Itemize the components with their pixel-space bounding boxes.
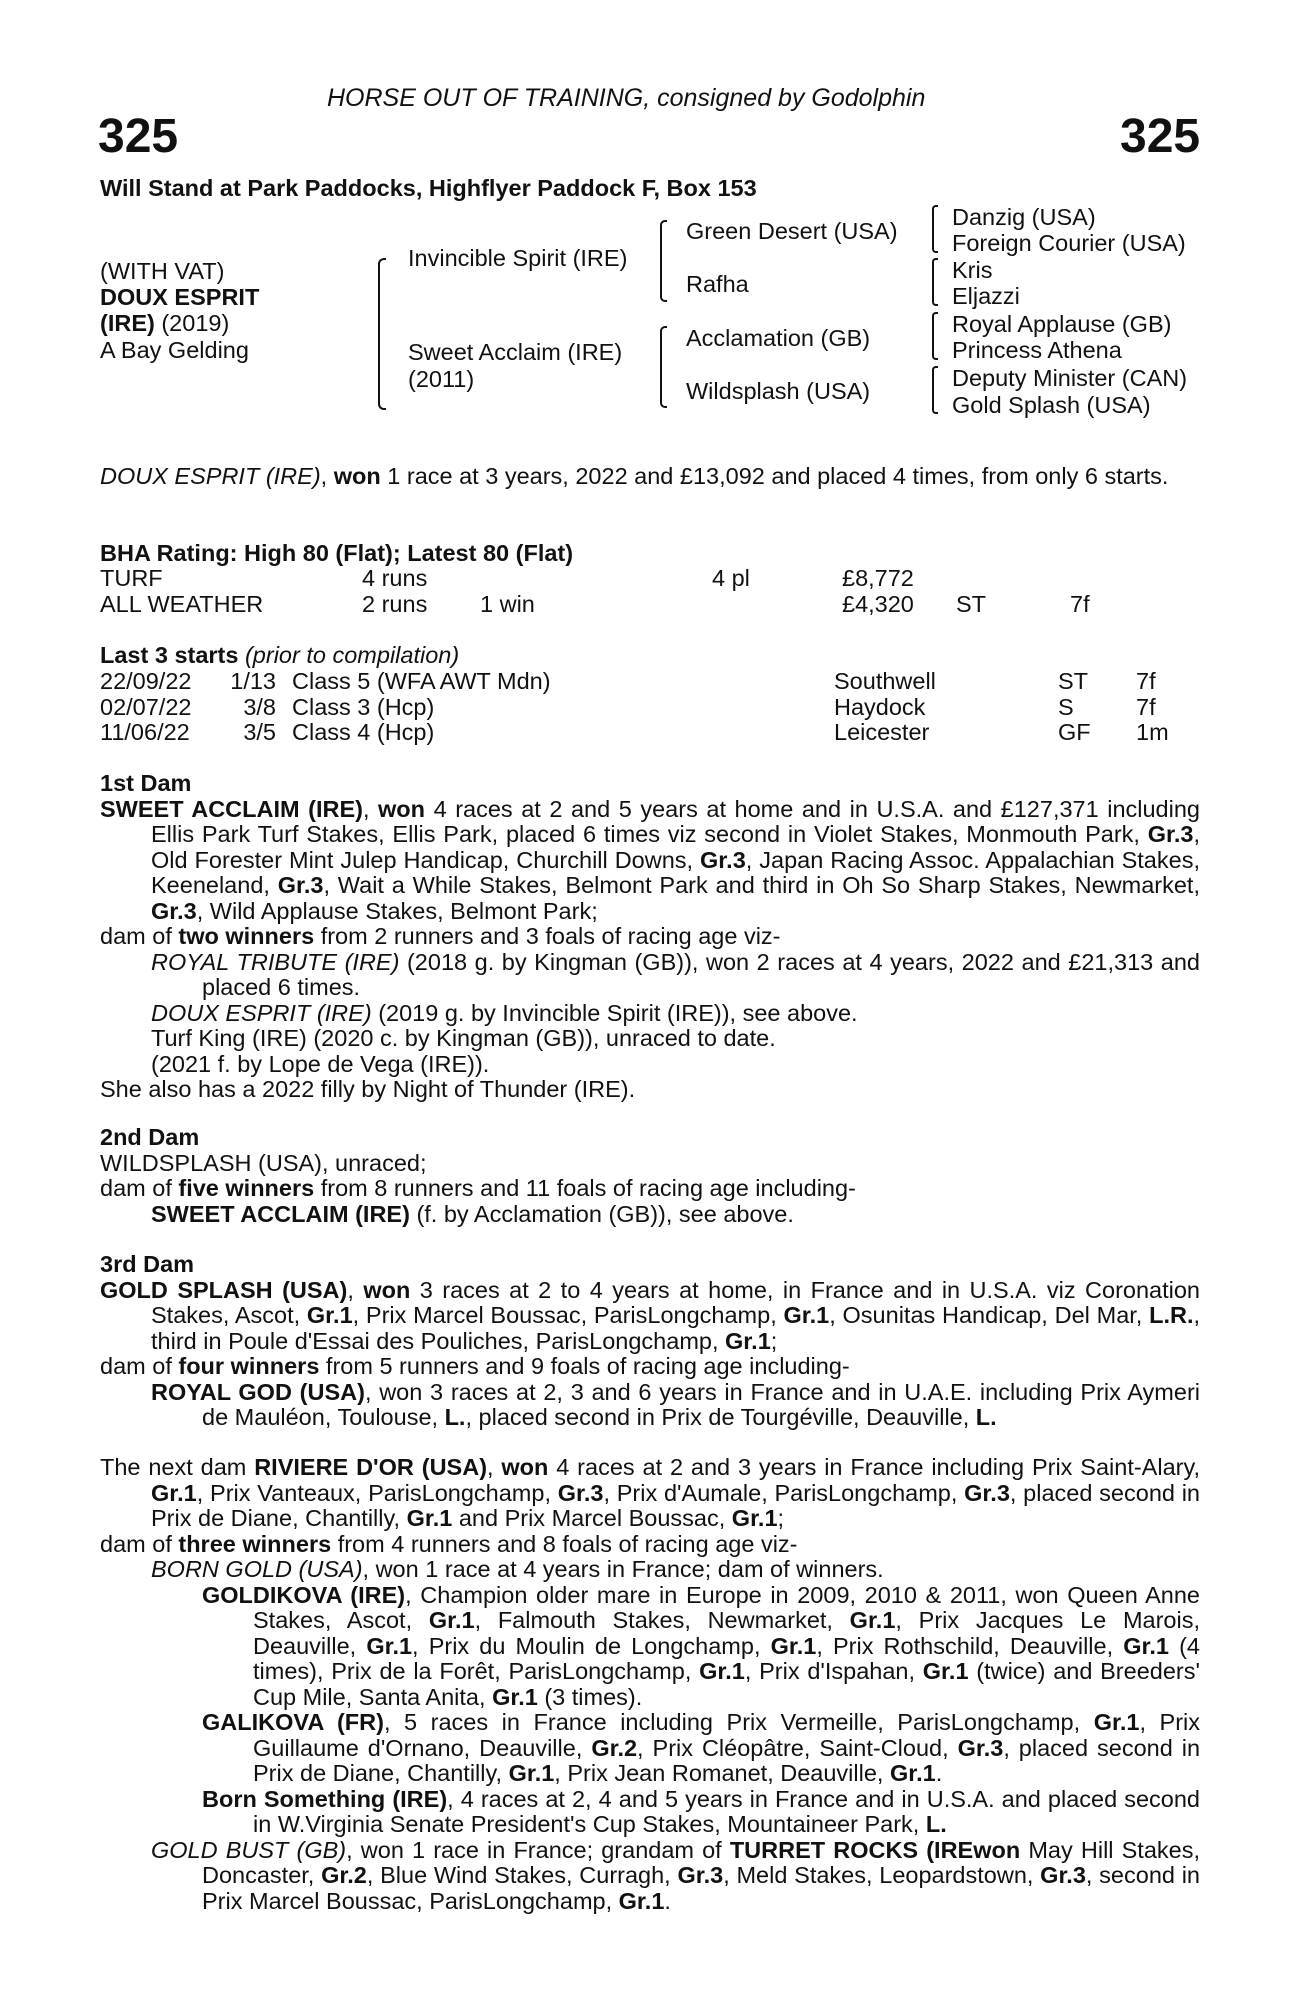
next-dam-record: The next dam RIVIERE D'OR (USA), won 4 races at 2 and 3 years in France including Prix Saint-Alary, Gr.1, Prix Vanteaux, ParisLongchamp, Gr.3, Prix d'Aumale, ParisLongchamp, Gr.3, placed second in Prix de Diane, Chantilly, Gr.1 and Prix Marcel Boussac, Gr.1;	[100, 1454, 1201, 1531]
also-note: She also has a 2022 filly by Night of Thunder (IRE).	[100, 1076, 636, 1102]
sd-sire: Kris	[952, 257, 993, 283]
first-dam-section	[100, 771, 1200, 1103]
dam: Sweet Acclaim (IRE)	[408, 339, 623, 365]
last-starts-heading: Last 3 starts (prior to compilation)	[100, 642, 460, 668]
start-row: 02/07/22 3/8 Class 3 (Hcp) Haydock S 7f	[100, 693, 1156, 720]
stand-location: Will Stand at Park Paddocks, Highflyer Paddock F, Box 153	[100, 175, 757, 201]
third-dam-record: GOLD SPLASH (USA), won 3 races at 2 to 4 years at home, in France and in U.S.A. viz Coronation Stakes, Ascot, Gr.1, Prix Marcel Boussac, ParisLongchamp, Gr.1, Osunitas Handicap, Del Mar, L.R., third in Poule d'Essai des Pouliches, ParisLongchamp, Gr.1;	[100, 1276, 1201, 1354]
produce-entry: GOLD BUST (GB), won 1 race in France; grandam of TURRET ROCKS (IREwon May Hill Stakes, Doncaster, Gr.2, Blue Wind Stakes, Curragh, Gr.3, Meld Stakes, Leopardstown, Gr.3, second in Prix Marcel Boussac, ParisLongchamp, Gr.1.	[151, 1836, 1200, 1914]
next-dam-section	[100, 1455, 1200, 1914]
section-heading: 2nd Dam	[100, 1124, 200, 1150]
section-heading: 3rd Dam	[100, 1251, 195, 1277]
dam-year: (2011)	[408, 366, 475, 392]
ss-sire: Danzig (USA)	[952, 204, 1096, 230]
rating-row: TURF 4 runs 4 pl £8,772	[100, 565, 914, 591]
sd-dam: Eljazzi	[952, 283, 1020, 309]
bha-rating: BHA Rating: High 80 (Flat); Latest 80 (Flat)	[100, 540, 574, 566]
race-summary: DOUX ESPRIT (IRE), won 1 race at 3 years, 2022 and £13,092 and placed 4 times, from only 6 starts.	[100, 463, 1169, 489]
produce-entry: SWEET ACCLAIM (IRE) (f. by Acclamation (GB)), see above.	[151, 1200, 794, 1227]
second-dam-section	[100, 1125, 1200, 1227]
horse-name-suffix: (IRE) (2019)	[100, 310, 230, 336]
pedigree-brace-dd	[932, 366, 938, 414]
ss-dam: Foreign Courier (USA)	[952, 230, 1186, 256]
dam-dam: Wildsplash (USA)	[686, 378, 871, 404]
start-row: 22/09/22 1/13 Class 5 (WFA AWT Mdn) Southwell ST 7f	[100, 668, 1156, 694]
produce-entry: ROYAL TRIBUTE (IRE) (2018 g. by Kingman (GB)), won 2 races at 4 years, 2022 and £21,313 and placed 6 times.	[151, 948, 1200, 1000]
produce-entry: (2021 f. by Lope de Vega (IRE)).	[151, 1050, 490, 1077]
produce-entry: GOLDIKOVA (IRE), Champion older mare in Europe in 2009, 2010 & 2011, won Queen Anne Stakes, Ascot, Gr.1, Falmouth Stakes, Newmarket, Gr.1, Prix Jacques Le Marois, Deauville, Gr.1, Prix du Moulin de Longchamp, Gr.1, Prix Rothschild, Deauville, Gr.1 (4 times), Prix de la Forêt, ParisLongchamp, Gr.1, Prix d'Ispahan, Gr.1 (twice) and Breeders' Cup Mile, Santa Anita, Gr.1 (3 times).	[202, 1581, 1200, 1710]
sire-sire: Green Desert (USA)	[686, 218, 898, 244]
rating-table	[100, 566, 1090, 617]
pedigree-brace-sire	[660, 220, 667, 302]
first-dam-record: SWEET ACCLAIM (IRE), won 4 races at 2 and 5 years at home and in U.S.A. and £127,371 including Ellis Park Turf Stakes, Ellis Park, placed 6 times viz second in Violet Stakes, Monmouth Park, Gr.3, Old Forester Mint Julep Handicap, Churchill Downs, Gr.3, Japan Racing Assoc. Appalachian Stakes, Keeneland, Gr.3, Wait a While Stakes, Belmont Park and third in Oh So Sharp Stakes, Newmarket, Gr.3, Wild Applause Stakes, Belmont Park;	[100, 795, 1200, 924]
dam-of-line: dam of five winners from 8 runners and 11 foals of racing age including-	[100, 1175, 856, 1201]
dd-dam: Gold Splash (USA)	[952, 392, 1151, 418]
last-starts-table	[100, 669, 1169, 746]
ds-sire: Royal Applause (GB)	[952, 311, 1172, 337]
sire-dam: Rafha	[686, 271, 749, 297]
dd-sire: Deputy Minister (CAN)	[952, 365, 1188, 391]
start-row: 11/06/22 3/5 Class 4 (Hcp) Leicester GF 1m	[100, 719, 1169, 745]
dam-of-line: dam of four winners from 5 runners and 9 foals of racing age including-	[100, 1353, 850, 1379]
dam-of-line: dam of two winners from 2 runners and 3 foals of racing age viz-	[100, 923, 781, 949]
lot-number-right: 325	[1120, 110, 1201, 163]
dam-of-line: dam of three winners from 4 runners and 8 foals of racing age viz-	[100, 1530, 798, 1557]
third-dam-section	[100, 1252, 1200, 1431]
pedigree-brace-ds	[932, 312, 938, 360]
produce-entry: BORN GOLD (USA), won 1 race at 4 years in France; dam of winners.	[151, 1556, 884, 1582]
rating-row: ALL WEATHER 2 runs 1 win £4,320 ST 7f	[100, 590, 1090, 617]
lot-number-left: 325	[98, 110, 179, 163]
produce-entry: DOUX ESPRIT (IRE) (2019 g. by Invincible Spirit (IRE)), see above.	[151, 999, 858, 1026]
consignment-line: HORSE OUT OF TRAINING, consigned by Godolphin	[327, 84, 926, 112]
dam-sire: Acclamation (GB)	[686, 325, 871, 351]
pedigree-brace-dam	[660, 326, 667, 408]
produce-entry: Born Something (IRE), 4 races at 2, 4 and 5 years in France and in U.S.A. and placed second in W.Virginia Senate President's Cup Stakes, Mountaineer Park, L.	[202, 1785, 1200, 1837]
section-heading: 1st Dam	[100, 770, 192, 796]
vat-note: (WITH VAT)	[100, 258, 225, 284]
horse-name: DOUX ESPRIT	[100, 284, 260, 310]
pedigree-brace-sd	[932, 258, 938, 306]
produce-entry: GALIKOVA (FR), 5 races in France including Prix Vermeille, ParisLongchamp, Gr.1, Prix Guillaume d'Ornano, Deauville, Gr.2, Prix Cléopâtre, Saint-Cloud, Gr.3, placed second in Prix de Diane, Chantilly, Gr.1, Prix Jean Romanet, Deauville, Gr.1.	[202, 1709, 1201, 1786]
produce-entry: ROYAL GOD (USA), won 3 races at 2, 3 and 6 years in France and in U.A.E. including Prix Aymeri de Mauléon, Toulouse, L., placed second in Prix de Tourgéville, Deauville, L.	[151, 1378, 1201, 1430]
produce-entry: Turf King (IRE) (2020 c. by Kingman (GB)), unraced to date.	[151, 1025, 776, 1051]
sire: Invincible Spirit (IRE)	[408, 245, 628, 271]
pedigree-brace-main	[378, 258, 386, 410]
horse-description: A Bay Gelding	[100, 337, 249, 363]
pedigree-brace-ss	[932, 205, 938, 253]
second-dam-record: WILDSPLASH (USA), unraced;	[100, 1149, 427, 1176]
ds-dam: Princess Athena	[952, 337, 1122, 363]
